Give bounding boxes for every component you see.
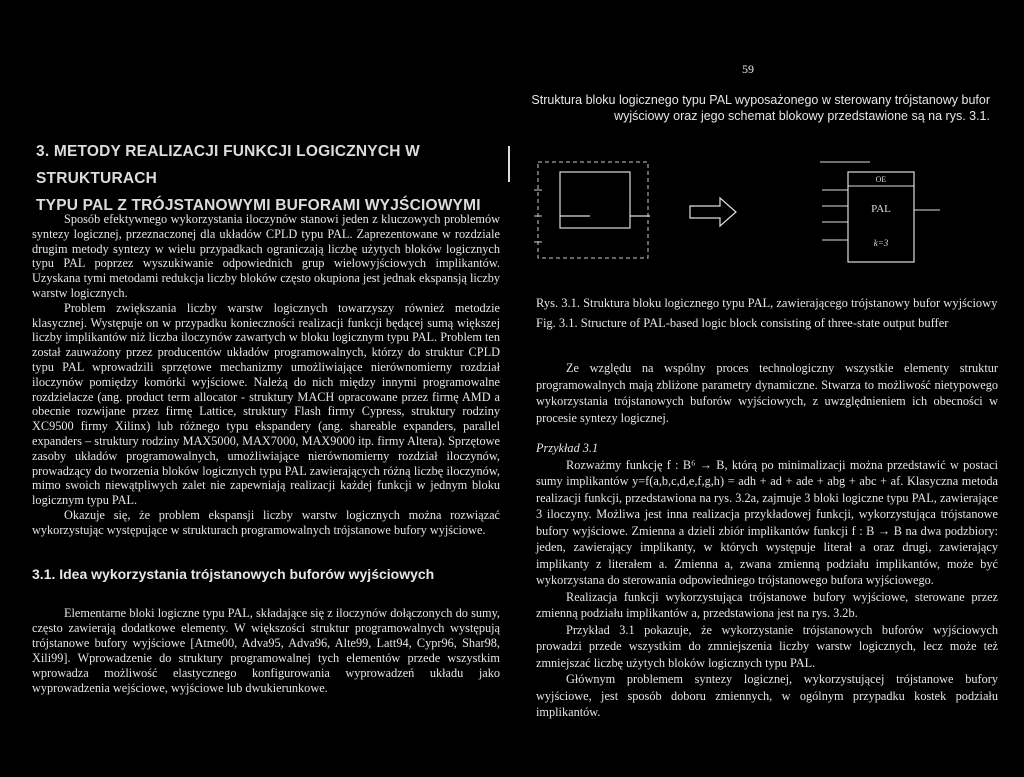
- paragraph: Problem zwiększania liczby warstw logicznych towarzyszy również metodzie klasycznej. Występuje on w przypadku konieczności realizacji funkcji będącej sumą większej liczby implikantów niż liczba iloczynów zawartych w bloku logicznym typu PAL. Problem ten został zauważony przez producentów układów programowalnych, którzy do struktur CPLD typu PAL wprowadzili sprzętowe mechanizmy umożliwiające nierównomierny rozdział iloczynów pomiędzy komórki wyjściowe. Należą do nich między innymi programowalne rozdzielacze (ang. product term allocator - struktury MACH opracowane przez firmę AMD a obecnie rozwijane przez firmę Lattice, struktury Flash firmy Cypress, struktury rodziny XC9500 firmy Xilinx) lub różnego typu ekspandery (ang. shareable expanders, parallel expanders – struktury rodziny MAX5000, MAX7000, MAX9000 itp. firmy Altera). Sprzętowe zasoby układów programowalnych, umożliwiające nierównomierny rozdział iloczynów, prowadzący do tworzenia bloków logicznych typu PAL zawierających różną liczbę iloczynów, mimo swoich niewątpliwych zalet nie zapewniają realizacji każdej funkcji w jednym bloku logicznym typu PAL.: [32, 300, 500, 508]
- dashed-block: [538, 162, 648, 258]
- paragraph: Okazuje się, że problem ekspansji liczby warstw logicznych można rozwiązać wykorzystując występujące w strukturach programowalnych trójstanowe bufory wyjściowe.: [32, 507, 500, 537]
- paragraph: Ze względu na wspólny proces technologiczny wszystkie elementy struktur programowalnych mają zbliżone parametry dynamiczne. Stwarza to możliwość nietypowego wykorzystania trójstanowych buforów wyjściowych, z uwzględnieniem ich obecności w procesie syntezy logicznej.: [536, 361, 998, 425]
- inner-block: [560, 172, 630, 228]
- intro-text: [32, 212, 500, 538]
- subsection-text: [32, 606, 500, 696]
- subsection-title: 3.1. Idea wykorzystania trójstanowych buforów wyjściowych: [32, 566, 435, 582]
- arrow-icon: [690, 198, 736, 226]
- figure-diagram: [530, 150, 1000, 300]
- paragraph: Elementarne bloki logiczne typu PAL, składające się z iloczynów dołączonych do sumy, często zawierają dodatkowe elementy. W większości struktur programowalnych występują trójstanowe bufory wyjściowe [Atme00, Adva95, Adva96, Alte99, Latt94, Cypr96, Shar98, Xili99]. Wprowadzenie do struktury programowalnej tych elementów przede wszystkim wprowadza możliwość elastycznego konfigurowania wyprowadzeń układu jako wyprowadzenia wejściowe, wyjściowe lub dwukierunkowe.: [32, 606, 500, 695]
- paragraph: Przykład 3.1 pokazuje, że wykorzystanie trójstanowych buforów wyjściowych prowadzi przede wszystkim do zmniejszenia liczby warstw logicznych, lecz może też zmniejszać liczbę użytych bloków logicznych typu PAL.: [536, 622, 998, 670]
- section-title-line1: 3. METODY REALIZACJI FUNKCJI LOGICZNYCH W STRUKTURACH: [36, 143, 420, 187]
- paragraph: Sposób efektywnego wykorzystania iloczynów stanowi jeden z kluczowych problemów syntezy logicznej, przeznaczonej dla układów CPLD typu PAL. Zaprezentowane w rozdziale drugim metody syntezy w wielu przypadkach ograniczają liczbę użytych bloków logicznych typu PAL poprzez wyszukiwanie odpowiednich grup wielowyjściowych implikantów. Uzyskana tymi metodami redukcja liczby bloków często okupiona jest jednak ekspansją liczby warstw logicznych.: [32, 212, 500, 300]
- right-text: [536, 360, 998, 721]
- figure-caption-en: Fig. 3.1. Structure of PAL-based logic block consisting of three-state output buffer: [536, 316, 949, 330]
- figure-caption-pl: Rys. 3.1. Struktura bloku logicznego typu PAL, zawierającego trójstanowy bufor wyjściowy: [536, 296, 998, 310]
- paragraph: Głównym problemem syntezy logicznej, wykorzystującej trójstanowe bufory wyjściowe, jest sposób doboru zmiennych, w ogólnym przypadku kostek podziału implikantów.: [536, 672, 998, 719]
- oe-label: OE: [875, 175, 887, 184]
- paragraph: Realizacja funkcji wykorzystująca trójstanowe bufory wyjściowe, sterowane przez zmienną podziału implikantów a, przedstawiona jest na rys. 3.2b.: [536, 589, 998, 620]
- page-number: 59: [742, 62, 754, 76]
- title-divider: [508, 146, 510, 182]
- k-label: k=3: [873, 238, 889, 248]
- paragraph: Rozważmy funkcję f : B⁶ → B, którą po minimalizacji można przedstawić w postaci sumy implikantów y=f(a,b,c,d,e,f,g,h) = adh + ad + ade + abg + abc + af. Klasyczna metoda realizacji funkcji, przedstawiona na rys. 3.2a, zajmuje 3 bloki logiczne typu PAL, zawierające 3 iloczyny. Możliwa jest inna realizacja przykładowej funkcji, wykorzystująca trójstanowe bufory wyjściowe. Zmienna a dzieli zbiór implikantów funkcji f : B → B na dwa podzbiory: jeden, zawierający implikanty, w których występuje literał a oraz drugi, zawierający implikanty z literałem a. Zmienna a, zwana zmienną podziału implikantów, może być wykorzystana do sterowania odpowiedniego trójstanowego bufora wyjściowego.: [536, 457, 998, 587]
- section-title-line2: TYPU PAL Z TRÓJSTANOWYMI BUFORAMI WYJŚCIOWYMI: [36, 197, 481, 214]
- top-caption: Struktura bloku logicznego typu PAL wyposażonego w sterowany trójstanowy bufor wyjściowy oraz jego schemat blokowy przedstawione są na rys. 3.1.: [531, 93, 990, 123]
- section-title: [36, 138, 506, 219]
- pal-label: PAL: [871, 203, 891, 215]
- example-label: Przykład 3.1: [536, 441, 599, 455]
